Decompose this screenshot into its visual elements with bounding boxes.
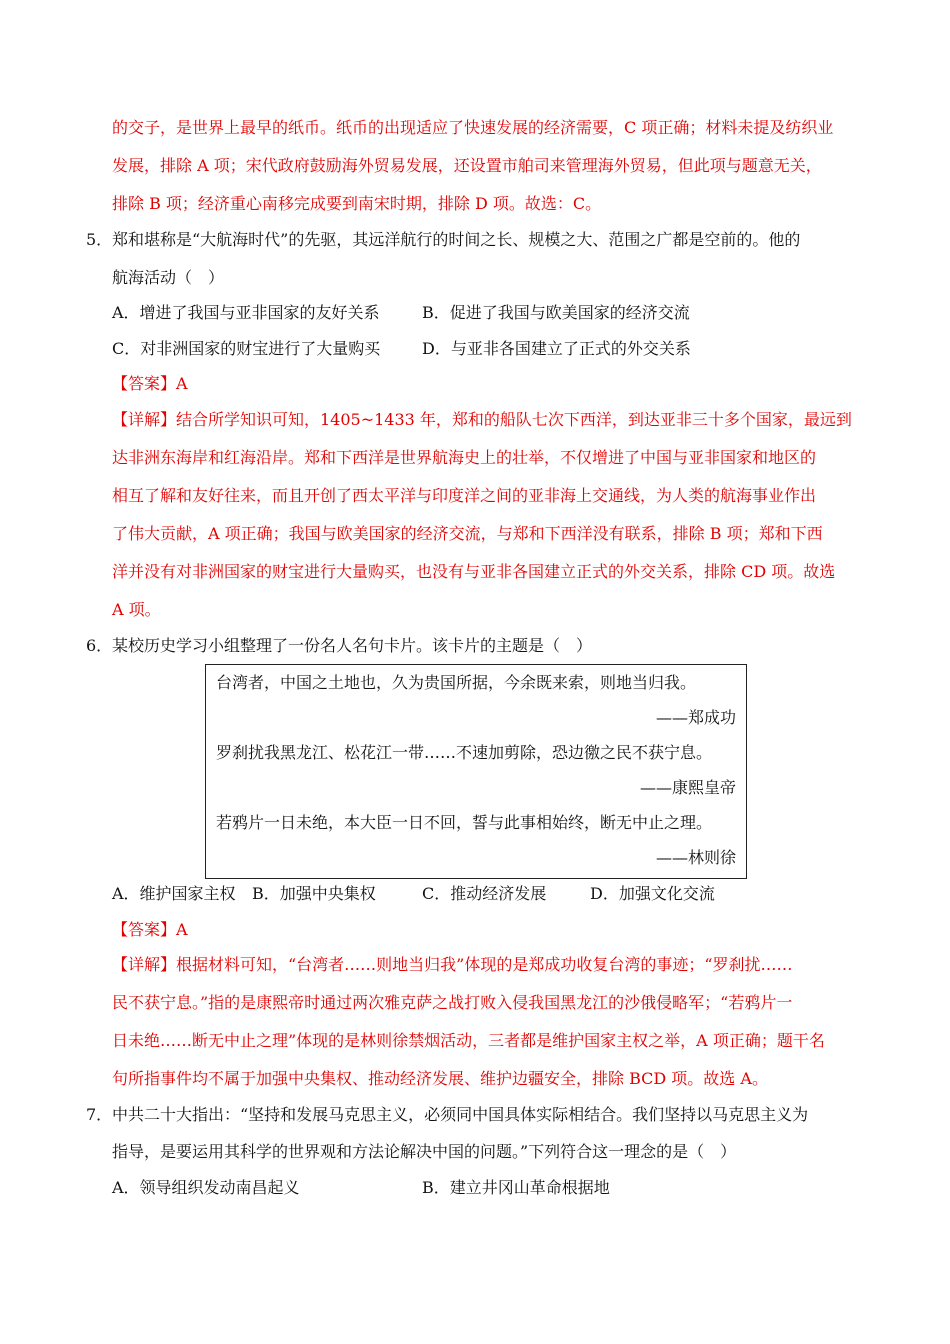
q6-detail-line: 日未绝……断无中止之理”体现的是林则徐禁烟活动，三者都是维护国家主权之举，A 项正确；题干名 [112, 1031, 825, 1050]
q7-option-b: B．建立井冈山革命根据地 [422, 1178, 610, 1197]
question-number: 7． [86, 1105, 113, 1124]
q5-detail-line: 达非洲东海岸和红海沿岸。郑和下西洋是世界航海史上的壮举，不仅增进了中国与亚非国家和地区的 [112, 448, 817, 467]
q6-option-d: D．加强文化交流 [590, 884, 715, 903]
quote-text: 罗刹扰我黑龙江、松花江一带……不速加剪除，恐边徼之民不获宁息。 [216, 743, 713, 762]
q5-detail-line: 了伟大贡献，A 项正确；我国与欧美国家的经济交流，与郑和下西洋没有联系，排除 B 项；郑和下西 [112, 524, 823, 543]
q5-detail-line: 洋并没有对非洲国家的财宝进行大量购买，也没有与亚非各国建立正式的外交关系，排除 CD 项。故选 [112, 562, 836, 581]
q4-detail-line: 的交子，是世界上最早的纸币。纸币的出现适应了快速发展的经济需要，C 项正确；材料未提及纺织业 [112, 118, 834, 137]
q5-detail-line: A 项。 [112, 600, 161, 619]
q6-detail-line: 民不获宁息。”指的是康熙帝时通过两次雅克萨之战打败入侵我国黑龙江的沙俄侵略军；“若鸦片一 [112, 993, 793, 1012]
q5-option-a: A．增进了我国与亚非国家的友好关系 [112, 303, 380, 322]
q5-answer: 【答案】A [112, 374, 188, 393]
quote-text: 若鸦片一日未绝，本大臣一日不回，誓与此事相始终，断无中止之理。 [216, 813, 713, 832]
question-number: 6． [86, 636, 113, 655]
q5-stem-line: 航海活动（ ） [112, 268, 225, 287]
q5-option-b: B．促进了我国与欧美国家的经济交流 [422, 303, 690, 322]
q5-stem-line: 郑和堪称是“大航海时代”的先驱，其远洋航行的时间之长、规模之大、范围之广都是空前的。他的 [112, 230, 801, 249]
question-number: 5． [86, 230, 113, 249]
q7-stem-line: 指导，是要运用其科学的世界观和方法论解决中国的问题。”下列符合这一理念的是（ ） [112, 1142, 737, 1161]
q6-answer: 【答案】A [112, 920, 188, 939]
quote-author: ——康熙皇帝 [639, 778, 736, 797]
q5-option-d: D．与亚非各国建立了正式的外交关系 [422, 339, 691, 358]
quote-card [205, 664, 747, 879]
q6-option-a: A．维护国家主权 [112, 884, 236, 903]
q5-detail-line: 【详解】结合所学知识可知，1405~1433 年，郑和的船队七次下西洋，到达亚非三十多个国家，最远到 [112, 410, 852, 429]
quote-text: 台湾者，中国之土地也，久为贵国所据，今余既来索，则地当归我。 [216, 673, 697, 692]
q4-detail-line: 排除 B 项；经济重心南移完成要到南宋时期，排除 D 项。故选：C。 [112, 194, 602, 213]
q6-detail-line: 句所指事件均不属于加强中央集权、推动经济发展、维护边疆安全，排除 BCD 项。故选 A。 [112, 1069, 768, 1088]
q6-option-c: C．推动经济发展 [422, 884, 547, 903]
q7-option-a: A．领导组织发动南昌起义 [112, 1178, 300, 1197]
q4-detail-line: 发展，排除 A 项；宋代政府鼓励海外贸易发展，还设置市舶司来管理海外贸易，但此项与题意无关， [112, 156, 822, 175]
quote-author: ——郑成功 [655, 708, 736, 727]
q5-detail-line: 相互了解和友好往来，而且开创了西太平洋与印度洋之间的亚非海上交通线，为人类的航海事业作出 [112, 486, 817, 505]
q6-option-b: B．加强中央集权 [252, 884, 376, 903]
quote-author: ——林则徐 [655, 848, 736, 867]
q7-stem-line: 中共二十大指出：“坚持和发展马克思主义，必须同中国具体实际相结合。我们坚持以马克思主义为 [112, 1105, 809, 1124]
q5-option-c: C．对非洲国家的财宝进行了大量购买 [112, 339, 381, 358]
q6-stem: 某校历史学习小组整理了一份名人名句卡片。该卡片的主题是（ ） [112, 636, 593, 655]
q6-detail-line: 【详解】根据材料可知，“台湾者……则地当归我”体现的是郑成功收复台湾的事迹；“罗刹扰…… [112, 955, 793, 974]
